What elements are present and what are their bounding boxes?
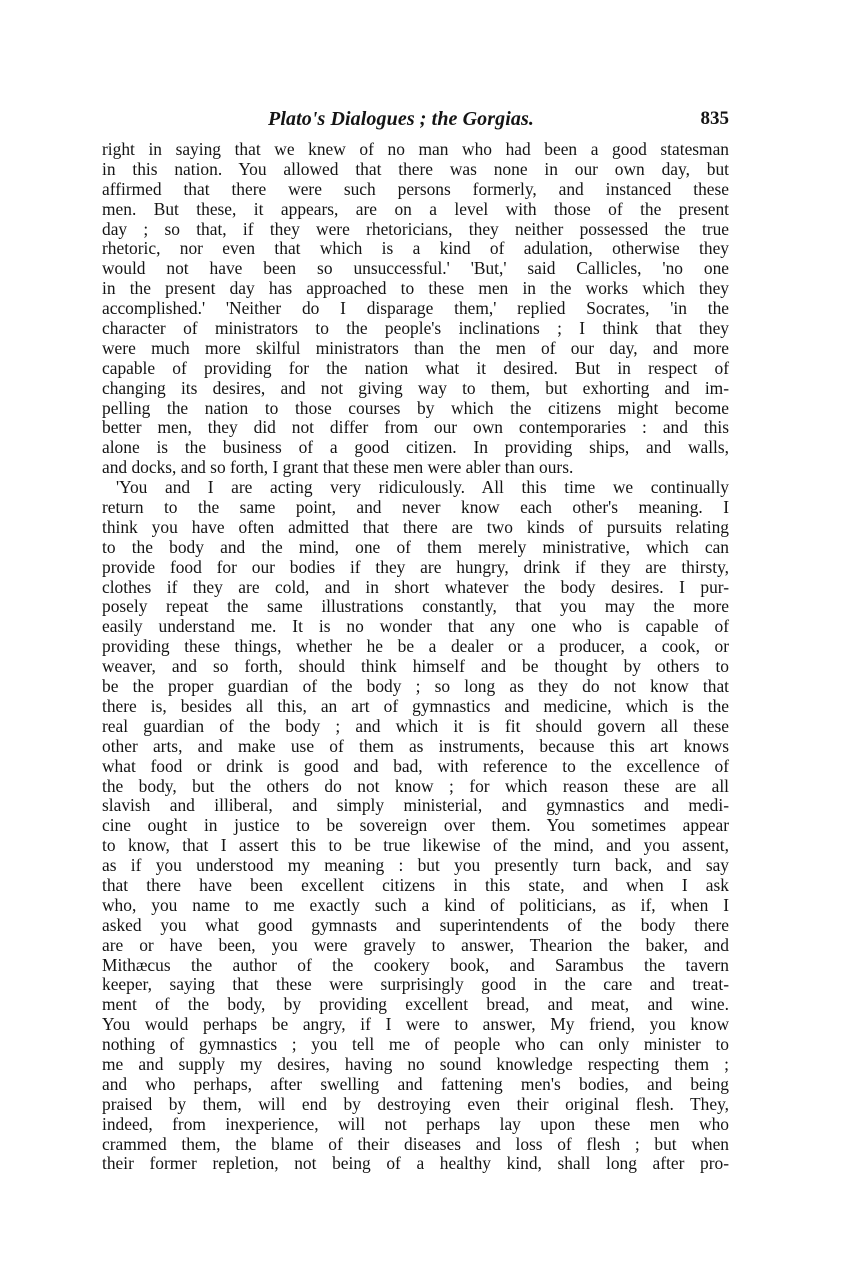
text-line: rhetoric, nor even that which is a kind of adulation, otherwise they — [102, 238, 729, 259]
text-line: think you have often admitted that there are two kinds of pursuits relating — [102, 516, 729, 537]
text-line: Mithæcus the author of the cookery book, and Sarambus the tavern — [102, 954, 729, 975]
paragraph — [102, 478, 729, 1174]
text-line: real guardian of the body ; and which it is fit should govern all these — [102, 715, 729, 736]
text-line: asked you what good gymnasts and superintendents of the body there — [102, 914, 729, 935]
text-line: their former repletion, not being of a healthy kind, shall long after pro- — [102, 1153, 729, 1174]
text-line: as if you understood my meaning : but you presently turn back, and say — [102, 855, 729, 876]
text-line: me and supply my desires, having no sound knowledge respecting them ; — [102, 1053, 729, 1074]
text-line: other arts, and make use of them as instruments, because this art knows — [102, 735, 729, 756]
text-line: affirmed that there were such persons formerly, and instanced these — [102, 178, 729, 199]
text-line: slavish and illiberal, and simply ministerial, and gymnastics and medi- — [102, 795, 729, 816]
text-line: right in saying that we knew of no man who had been a good statesman — [102, 139, 729, 159]
running-head — [102, 108, 729, 132]
text-line: nothing of gymnastics ; you tell me of people who can only minister to — [102, 1034, 729, 1055]
text-line: that there have been excellent citizens in this state, and when I ask — [102, 874, 729, 895]
text-line: in the present day has approached to these men in the works which they — [102, 278, 729, 299]
text-line: to the body and the mind, one of them merely ministrative, which can — [102, 536, 729, 557]
text-line: cine ought in justice to be sovereign over them. You sometimes appear — [102, 815, 729, 836]
text-line: the body, but the others do not know ; for which reason these are all — [102, 775, 729, 796]
text-line: clothes if they are cold, and in short whatever the body desires. I pur- — [102, 576, 729, 597]
text-line: indeed, from inexperience, will not perhaps lay upon these men who — [102, 1113, 729, 1134]
text-line: weaver, and so forth, should think himself and be thought by others to — [102, 656, 729, 677]
text-line: providing these things, whether he be a dealer or a producer, a cook, or — [102, 636, 729, 657]
text-line: would not have been so unsuccessful.' 'But,' said Callicles, 'no one — [102, 258, 729, 279]
text-line: character of ministrators to the people's inclinations ; I think that they — [102, 318, 729, 339]
text-line: are or have been, you were gravely to answer, Thearion the baker, and — [102, 934, 729, 955]
text-line: who, you name to me exactly such a kind of politicians, as if, when I — [102, 894, 729, 915]
text-line: provide food for our bodies if they are hungry, drink if they are thirsty, — [102, 556, 729, 577]
text-line: what food or drink is good and bad, with reference to the excellence of — [102, 755, 729, 776]
page-number: 835 — [700, 108, 729, 129]
text-line: and docks, and so forth, I grant that these men were abler than ours. — [102, 457, 574, 478]
text-line: ment of the body, by providing excellent bread, and meat, and wine. — [102, 994, 729, 1015]
text-line: keeper, saying that these were surprisingly good in the care and treat- — [102, 974, 729, 995]
text-line: alone is the business of a good citizen. In providing ships, and walls, — [102, 437, 729, 458]
body-text — [102, 140, 729, 1174]
text-line: easily understand me. It is no wonder that any one who is capable of — [102, 616, 729, 637]
text-line: were much more skilful ministrators than the men of our day, and more — [102, 337, 729, 358]
text-line: capable of providing for the nation what it desired. But in respect of — [102, 357, 729, 378]
text-line: in this nation. You allowed that there was none in our own day, but — [102, 158, 729, 179]
text-line: to know, that I assert this to be true likewise of the mind, and you assent, — [102, 835, 729, 856]
text-line: You would perhaps be angry, if I were to answer, My friend, you know — [102, 1014, 729, 1035]
text-line: praised by them, will end by destroying even their original flesh. They, — [102, 1093, 729, 1114]
text-line: better men, they did not differ from our own contemporaries : and this — [102, 417, 729, 438]
text-line: there is, besides all this, an art of gymnastics and medicine, which is the — [102, 695, 729, 716]
paragraph — [102, 140, 729, 478]
text-line: be the proper guardian of the body ; so long as they do not know that — [102, 676, 729, 697]
text-line: and who perhaps, after swelling and fattening men's bodies, and being — [102, 1073, 729, 1094]
text-line: changing its desires, and not giving way to them, but exhorting and im- — [102, 377, 729, 398]
text-line: posely repeat the same illustrations constantly, that you may the more — [102, 596, 729, 617]
text-line: day ; so that, if they were rhetoricians, they neither possessed the true — [102, 218, 729, 239]
text-line: crammed them, the blame of their diseases and loss of flesh ; but when — [102, 1133, 729, 1154]
text-line: accomplished.' 'Neither do I disparage them,' replied Socrates, 'in the — [102, 298, 729, 319]
text-line: return to the same point, and never know each other's meaning. I — [102, 497, 729, 518]
text-line: 'You and I are acting very ridiculously. All this time we continually — [116, 477, 729, 498]
running-title: Plato's Dialogues ; the Gorgias. — [268, 108, 534, 130]
text-line: men. But these, it appears, are on a level with those of the present — [102, 198, 729, 219]
text-line: pelling the nation to those courses by which the citizens might become — [102, 397, 729, 418]
